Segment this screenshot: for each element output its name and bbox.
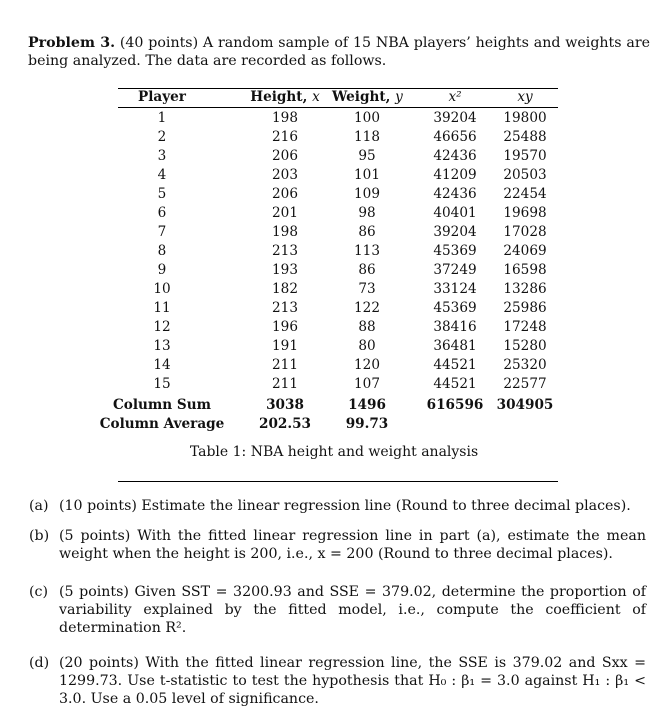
table-cell: 109 <box>354 186 380 202</box>
table-cell: 201 <box>272 205 298 221</box>
table-cell: 39204 <box>433 224 477 240</box>
header-x-squared: x² <box>448 89 462 105</box>
avg-row-cell: 99.73 <box>345 416 389 432</box>
part-label: (a) <box>29 498 49 514</box>
table-cell: 73 <box>358 281 376 297</box>
table-cell: 36481 <box>433 338 477 354</box>
table-cell: 3 <box>157 148 167 164</box>
table-cell: 24069 <box>503 243 547 259</box>
table-cell: 33124 <box>433 281 477 297</box>
table-cell: 15280 <box>503 338 547 354</box>
avg-row-cell: 202.53 <box>258 416 312 432</box>
table-cell: 10 <box>153 281 171 297</box>
table-cell: 213 <box>272 243 298 259</box>
table-cell: 118 <box>354 129 380 145</box>
table-cell: 17248 <box>503 319 547 335</box>
table-cell: 38416 <box>433 319 477 335</box>
table-cell: 12 <box>153 319 171 335</box>
table-cell: 44521 <box>433 376 477 392</box>
table-cell: 86 <box>358 224 376 240</box>
table-cell: 191 <box>272 338 298 354</box>
table-cell: 1 <box>157 110 167 126</box>
table-caption: Table 1: NBA height and weight analysis <box>189 444 479 460</box>
table-cell: 86 <box>358 262 376 278</box>
table-header-rule <box>118 107 558 108</box>
table-cell: 113 <box>354 243 380 259</box>
table-cell: 213 <box>272 300 298 316</box>
header-weight: Weight, y <box>332 89 403 105</box>
problem-parts <box>28 497 646 720</box>
table-cell: 198 <box>272 224 298 240</box>
table-cell: 19800 <box>503 110 547 126</box>
table-sum-rule <box>118 481 558 482</box>
table-cell: 211 <box>272 357 298 373</box>
table-cell: 13 <box>153 338 171 354</box>
table-cell: 6 <box>157 205 167 221</box>
part-b <box>28 527 646 563</box>
part-text: (5 points) With the fitted linear regression line in part (a), estimate the mean weight when the height is 200, i.e., x = 200 (Round to three decimal places). <box>59 528 646 562</box>
table-cell: 198 <box>272 110 298 126</box>
table-cell: 22577 <box>503 376 547 392</box>
table-cell: 25488 <box>503 129 547 145</box>
problem-label: Problem 3. <box>28 35 116 51</box>
sum-row-cell: 616596 <box>426 397 484 413</box>
table-cell: 17028 <box>503 224 547 240</box>
header-xy: xy <box>517 89 533 105</box>
table-cell: 45369 <box>433 300 477 316</box>
part-label: (c) <box>29 584 49 600</box>
table-cell: 196 <box>272 319 298 335</box>
table-cell: 42436 <box>433 186 477 202</box>
part-label: (d) <box>29 655 50 671</box>
table-cell: 88 <box>358 319 376 335</box>
table-cell: 95 <box>358 148 376 164</box>
table-cell: 2 <box>157 129 167 145</box>
part-c <box>28 583 646 637</box>
table-cell: 182 <box>272 281 298 297</box>
table-cell: 15 <box>153 376 171 392</box>
table-cell: 44521 <box>433 357 477 373</box>
table-cell: 4 <box>157 167 167 183</box>
sum-row-cell: 304905 <box>496 397 554 413</box>
header-height: Height, x <box>250 89 320 105</box>
table-cell: 211 <box>272 376 298 392</box>
part-text: (10 points) Estimate the linear regression line (Round to three decimal places). <box>59 498 631 514</box>
table-cell: 98 <box>358 205 376 221</box>
table-cell: 39204 <box>433 110 477 126</box>
table-cell: 120 <box>354 357 380 373</box>
part-text: (20 points) With the fitted linear regression line, the SSE is 379.02 and Sxx = 1299.73. Use t-statistic to test the hypothesis that H₀ : β₁ = 3.0 against H₁ : β₁ < 3.0. Use a 0.05 level of significance. <box>59 655 646 707</box>
table-cell: 193 <box>272 262 298 278</box>
sum-row-cell: Column Sum <box>112 397 212 413</box>
sum-row-cell: 3038 <box>266 397 304 413</box>
table-cell: 8 <box>157 243 167 259</box>
table-cell: 100 <box>354 110 380 126</box>
table-cell: 19698 <box>503 205 547 221</box>
table-cell: 80 <box>358 338 376 354</box>
table-cell: 206 <box>272 186 298 202</box>
table-cell: 122 <box>354 300 380 316</box>
part-label: (b) <box>29 528 50 544</box>
table-cell: 25986 <box>503 300 547 316</box>
table-cell: 46656 <box>433 129 477 145</box>
table-cell: 25320 <box>503 357 547 373</box>
table-cell: 101 <box>354 167 380 183</box>
header-player: Player <box>138 89 186 105</box>
table-cell: 107 <box>354 376 380 392</box>
table-cell: 42436 <box>433 148 477 164</box>
part-text: (5 points) Given SST = 3200.93 and SSE = 379.02, determine the proportion of variability explained by the fitted model, i.e., compute the coefficient of determination R². <box>59 584 646 636</box>
table-cell: 14 <box>153 357 171 373</box>
table-cell: 216 <box>272 129 298 145</box>
avg-row-cell: Column Average <box>99 416 225 432</box>
table-cell: 13286 <box>503 281 547 297</box>
part-a <box>28 497 646 515</box>
table-cell: 19570 <box>503 148 547 164</box>
table-cell: 40401 <box>433 205 477 221</box>
sum-row-cell: 1496 <box>348 397 386 413</box>
table-cell: 41209 <box>433 167 477 183</box>
table-cell: 37249 <box>433 262 477 278</box>
table-cell: 206 <box>272 148 298 164</box>
table-cell: 11 <box>153 300 171 316</box>
table-cell: 45369 <box>433 243 477 259</box>
table-cell: 22454 <box>503 186 547 202</box>
table-cell: 5 <box>157 186 167 202</box>
table-cell: 9 <box>157 262 167 278</box>
problem-statement <box>28 34 650 70</box>
table-cell: 7 <box>157 224 167 240</box>
table-cell: 20503 <box>503 167 547 183</box>
part-d <box>28 654 646 708</box>
table-cell: 203 <box>272 167 298 183</box>
table-cell: 16598 <box>503 262 547 278</box>
problem-text: (40 points) A random sample of 15 NBA players’ heights and weights are being analyzed. The data are recorded as follows. <box>28 35 650 69</box>
